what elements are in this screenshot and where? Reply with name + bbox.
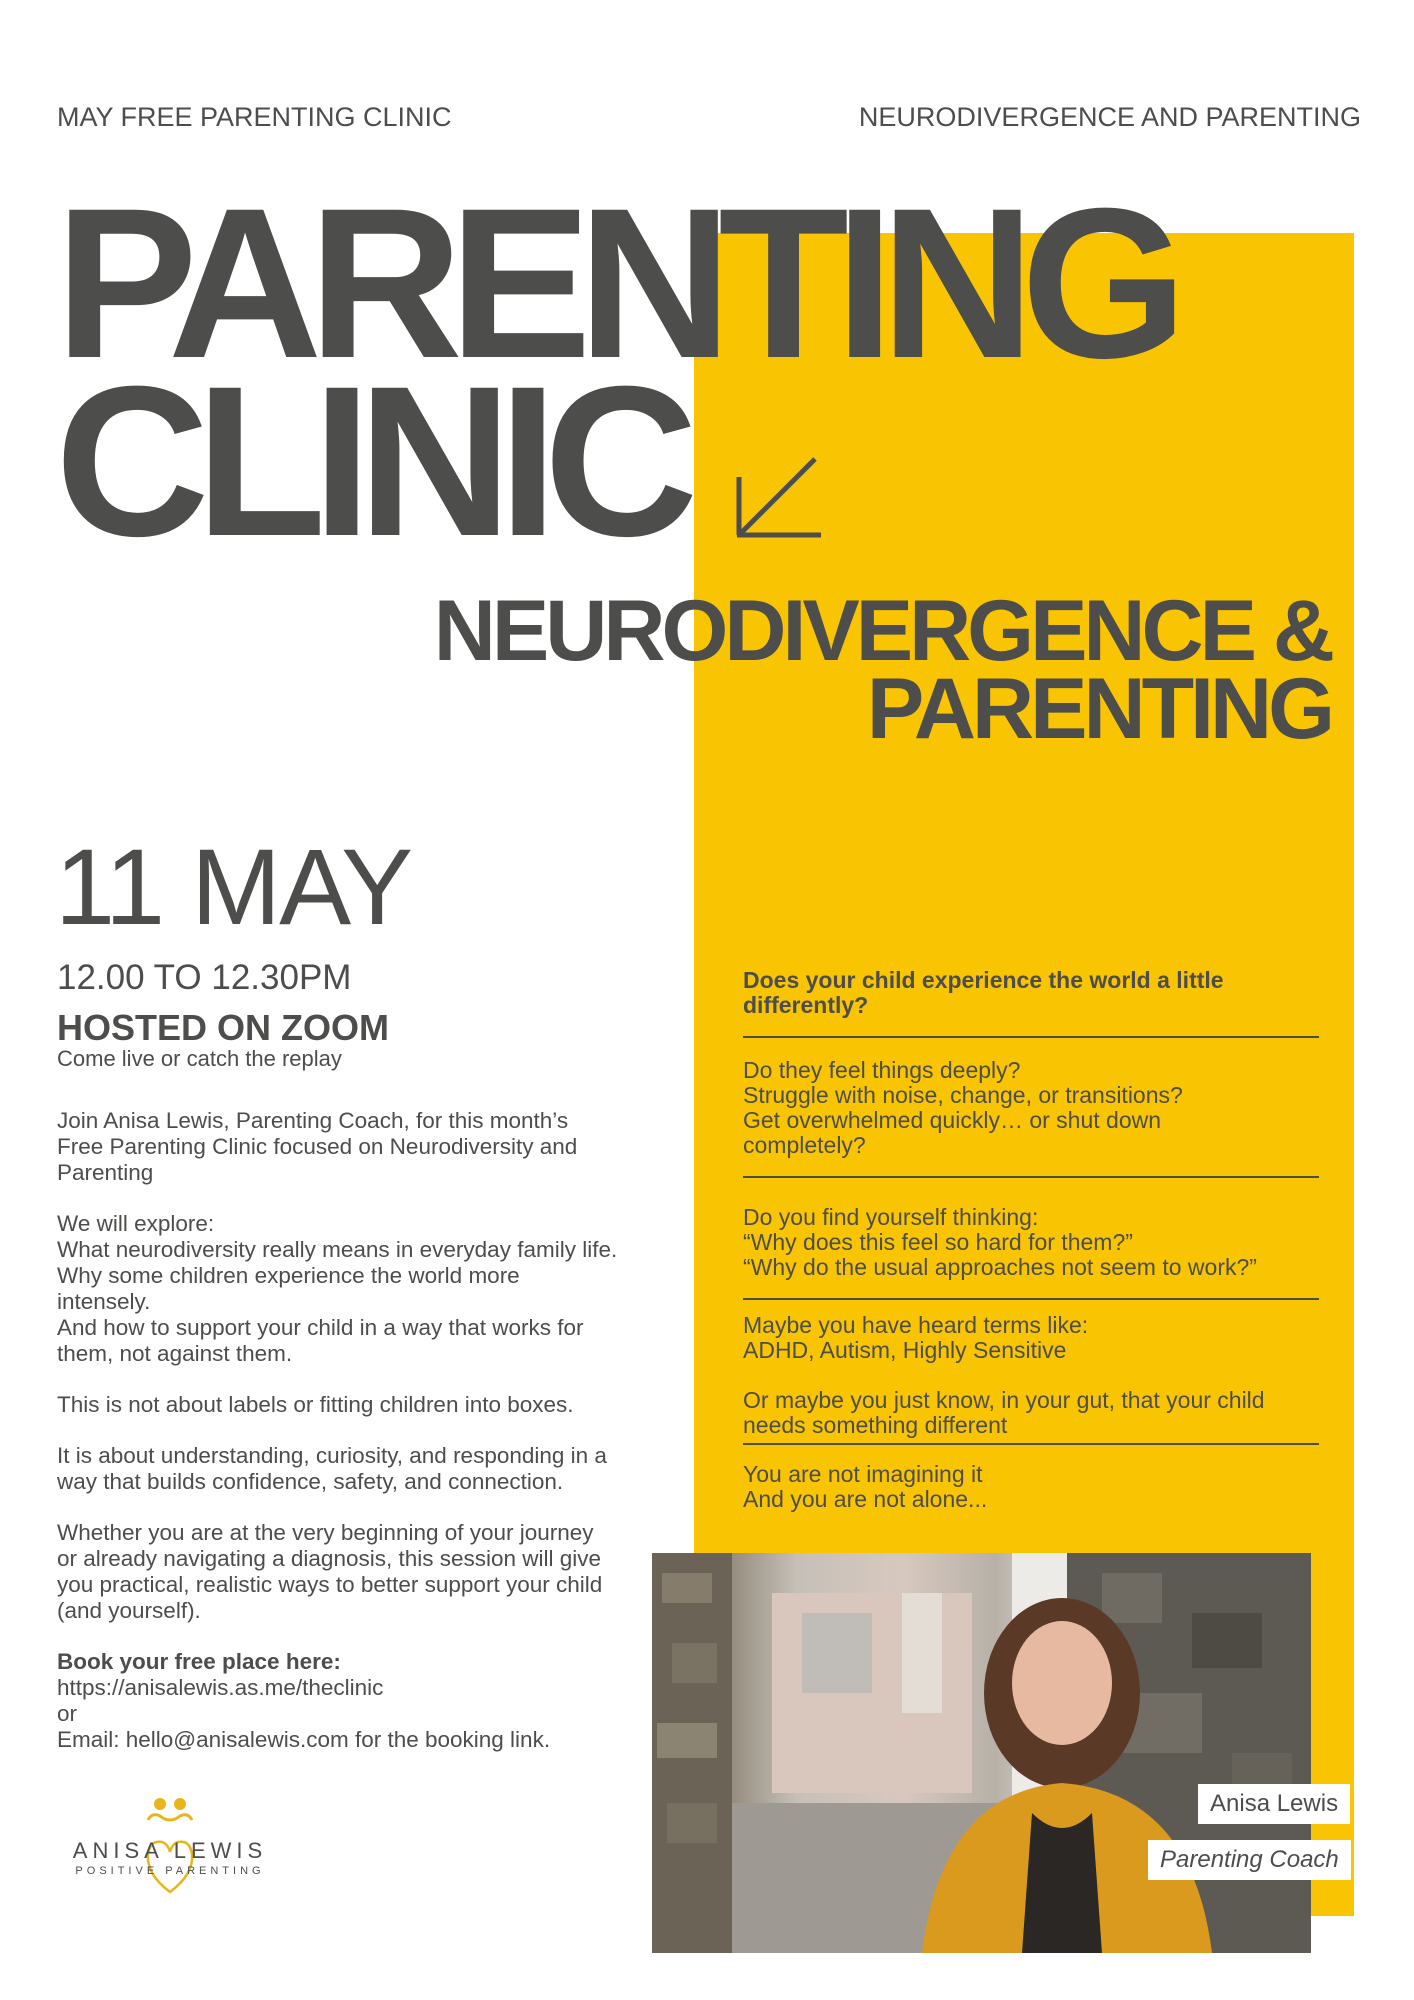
divider [743,1176,1319,1178]
booking-link[interactable]: https://anisalewis.as.me/theclinic [57,1675,384,1700]
event-hosted: HOSTED ON ZOOM [57,1007,389,1048]
arrow-down-left-icon [735,455,821,541]
portrait-illustration [652,1553,1311,1953]
question-6: You are not imagining it And you are not alone... [743,1461,988,1512]
logo [70,1796,280,1906]
question-5: Or maybe you just know, in your gut, that your child needs something different [743,1387,1265,1438]
header-left: MAY FREE PARENTING CLINIC [57,102,452,132]
question-2: Do they feel things deeply? Struggle with noise, change, or transitions? Get overwhelmed quickly… or shut down completely? [743,1057,1183,1158]
subtitle [331,583,1331,757]
question-1: Does your child experience the world a little differently? [743,967,1224,1018]
labels-paragraph: This is not about labels or fitting children into boxes. [57,1392,574,1417]
divider [743,1298,1319,1300]
booking-email[interactable]: Email: hello@anisalewis.com for the booking link. [57,1727,551,1752]
subtitle-line-2: PARENTING [866,661,1331,757]
header-right: NEURODIVERGENCE AND PARENTING [858,102,1361,132]
divider [743,1443,1319,1445]
photo-caption-name: Anisa Lewis [1198,1784,1350,1824]
question-3: Do you find yourself thinking: “Why does this feel so hard for them?” “Why do the usual approaches not seem to work?” [743,1204,1257,1280]
about-paragraph: It is about understanding, curiosity, and responding in a way that builds confidence, safety, and connection. [57,1443,607,1494]
photo-caption-role: Parenting Coach [1148,1840,1351,1880]
question-4: Maybe you have heard terms like: ADHD, Autism, Highly Sensitive [743,1312,1089,1363]
logo-name: ANISA LEWIS [72,1838,268,1863]
whether-paragraph: Whether you are at the very beginning of your journey or already navigating a diagnosis, this session will give you practical, realistic ways to better support your child (and yourself). [57,1520,603,1623]
event-date: 11 MAY [55,826,412,947]
event-time: 12.00 TO 12.30PM [57,958,352,997]
title-line-1: PARENTING [55,164,1174,403]
intro-paragraph: Join Anisa Lewis, Parenting Coach, for this month’s Free Parenting Clinic focused on Neurodiversity and Parenting [57,1108,578,1185]
explore-paragraph: We will explore: What neurodiversity really means in everyday family life. Why some children experience the world more intensely. And how to support your child in a way that works for them, not against them. [57,1211,618,1366]
divider [743,1036,1319,1038]
title-line-2: CLINIC [55,342,685,581]
page-title [55,164,1174,581]
subtitle-line-1: NEURODIVERGENCE & [433,583,1331,679]
booking-heading: Book your free place here: [57,1649,341,1674]
coach-photo [652,1553,1311,1953]
booking-paragraph: Book your free place here: https://anisalewis.as.me/theclinic or Email: hello@anisalewis.com for the booking link. [57,1649,551,1752]
body-text [57,1108,657,1753]
event-replay: Come live or catch the replay [57,1046,342,1071]
logo-tagline: POSITIVE PARENTING [75,1865,265,1877]
